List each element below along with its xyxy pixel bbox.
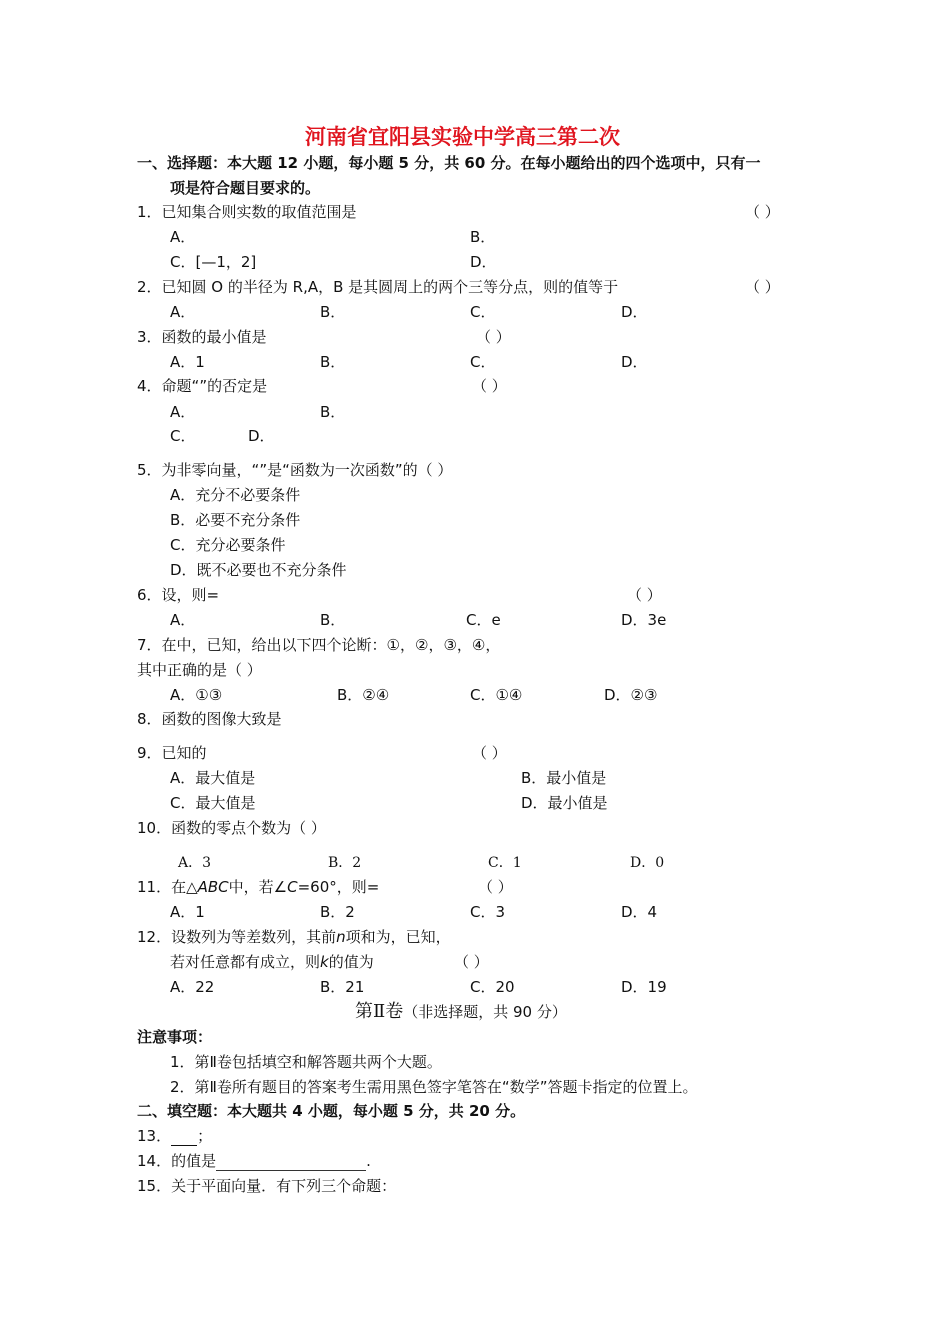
q12-option-c: C．20: [470, 978, 515, 996]
q2-option-d: D．: [621, 303, 648, 321]
q3-answer-paren: （ ）: [476, 328, 511, 346]
note-item-2: 2．第Ⅱ卷所有题目的答案考生需用黑色签字笔答在“数学”答题卡指定的位置上。: [170, 1078, 698, 1096]
q15-stem: 15．关于平面向量．有下列三个命题：: [137, 1177, 397, 1195]
q12-answer-paren: （ ）: [454, 953, 489, 971]
q7-stem-cont: 其中正确的是（ ）: [137, 661, 262, 679]
q2-stem: 2．已知圆 O 的半径为 R,A，B 是其圆周上的两个三等分点，则的值等于: [137, 278, 619, 296]
section-one-heading: 一、选择题：本大题 12 小题，每小题 5 分，共 60 分。在每小题给出的四个选项中，只有一: [137, 154, 761, 172]
q1-answer-paren: （ ）: [745, 203, 780, 221]
q6-option-a: A．: [170, 611, 196, 629]
q14-answer-blank[interactable]: [216, 1155, 366, 1171]
q7-option-a: A．①③: [170, 686, 223, 704]
q2-option-b: B．: [320, 303, 346, 321]
q5-option-b: B．必要不充分条件: [170, 511, 301, 529]
q5-option-c: C．充分必要条件: [170, 536, 286, 554]
q7-option-d: D．②③: [604, 686, 658, 704]
q4-option-c: C．: [170, 427, 196, 445]
q6-option-d: D．3e: [621, 611, 667, 629]
q7-stem: 7．在中，已知，给出以下四个论断：①，②，③，④，: [137, 636, 501, 654]
q3-option-a: A．1: [170, 353, 205, 371]
q12-stem: 12．设数列为等差数列，其前n项和为，已知，: [137, 928, 451, 946]
q9-answer-paren: （ ）: [472, 744, 507, 762]
q4-option-b: B．: [320, 403, 346, 421]
page-title: 河南省宜阳县实验中学高三第二次: [305, 125, 620, 149]
q6-answer-paren: （ ）: [627, 586, 662, 604]
q2-option-c: C．: [470, 303, 496, 321]
q1-option-d: D．: [470, 253, 497, 271]
q2-option-a: A．: [170, 303, 196, 321]
q9-stem: 9．已知的: [137, 744, 207, 762]
q9-option-a: A．最大值是: [170, 769, 256, 787]
note-item-1: 1．第Ⅱ卷包括填空和解答题共两个大题。: [170, 1053, 442, 1071]
q13-answer-blank[interactable]: [171, 1130, 197, 1146]
q11-answer-paren: （ ）: [478, 878, 513, 896]
q7-option-c: C．①④: [470, 686, 523, 704]
q11-option-c: C．3: [470, 903, 506, 921]
section-two-heading: 二、填空题：本大题共 4 小题，每小题 5 分，共 20 分。: [137, 1102, 526, 1120]
q3-option-d: D．: [621, 353, 648, 371]
q10-stem: 10．函数的零点个数为（ ）: [137, 819, 326, 837]
q12-option-d: D．19: [621, 978, 667, 996]
q6-option-b: B．: [320, 611, 346, 629]
q5-stem: 5．为非零向量，“”是“函数为一次函数”的（ ）: [137, 461, 453, 479]
q6-option-c: C．e: [466, 611, 501, 629]
q9-option-c: C．最大值是: [170, 794, 256, 812]
q4-answer-paren: （ ）: [472, 377, 507, 395]
q1-option-c: C．[—1，2]: [170, 253, 257, 271]
q9-option-b: B．最小值是: [521, 769, 607, 787]
q5-option-a: A．充分不必要条件: [170, 486, 301, 504]
section-one-heading-cont: 项是符合题目要求的。: [170, 179, 321, 197]
q5-option-d: D．既不必要也不充分条件: [170, 561, 347, 579]
q13-stem: 13． ；: [137, 1127, 213, 1145]
q4-stem: 4．命题“”的否定是: [137, 377, 268, 395]
notes-heading: 注意事项：: [137, 1028, 213, 1046]
q4-option-a: A．: [170, 403, 196, 421]
q11-option-b: B．2: [320, 903, 355, 921]
q3-option-c: C．: [470, 353, 496, 371]
q1-stem: 1．已知集合则实数的取值范围是: [137, 203, 357, 221]
q12-option-a: A．22: [170, 978, 215, 996]
q8-stem: 8．函数的图像大致是: [137, 710, 282, 728]
q4-option-d: D．: [248, 427, 275, 445]
q11-stem: 11．在△ABC中，若∠C=60°，则=: [137, 878, 380, 896]
part-two-heading: 第Ⅱ卷（非选择题，共 90 分）: [355, 1001, 567, 1022]
q7-option-b: B．②④: [337, 686, 390, 704]
q1-option-b: B．: [470, 228, 496, 246]
q6-stem: 6．设，则=: [137, 586, 220, 604]
q1-option-a: A．: [170, 228, 196, 246]
q12-option-b: B．21: [320, 978, 365, 996]
q12-stem-cont: 若对任意都有成立，则k的值为: [170, 953, 374, 971]
q3-option-b: B．: [320, 353, 346, 371]
q10-option-c: C．1: [488, 855, 522, 871]
q2-answer-paren: （ ）: [745, 278, 780, 296]
q11-option-a: A．1: [170, 903, 205, 921]
q11-option-d: D．4: [621, 903, 658, 921]
q9-option-d: D．最小值是: [521, 794, 608, 812]
q10-option-b: B．2: [328, 855, 362, 871]
q3-stem: 3．函数的最小值是: [137, 328, 267, 346]
q10-option-d: D．0: [630, 855, 665, 871]
q10-option-a: A．3: [178, 855, 212, 871]
q14-stem: 14．的值是 .: [137, 1152, 371, 1170]
